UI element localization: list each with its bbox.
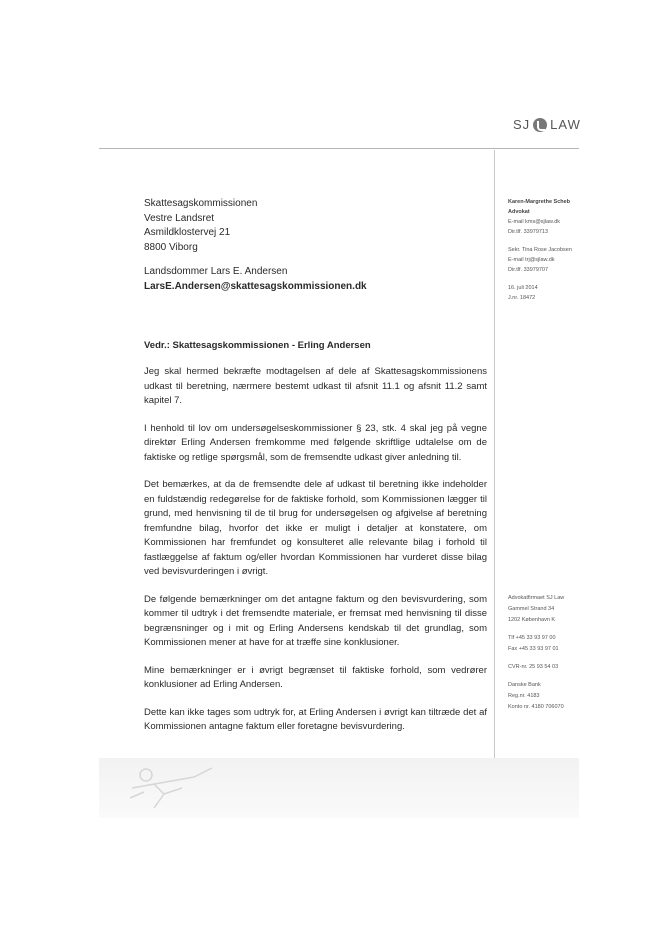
firm-info <box>508 593 588 713</box>
body-paragraph: I henhold til lov om undersøgelseskommissioner § 23, stk. 4 skal jeg på vegne direktør Erling Andersen fremkomme med følgende skriftlige udtalelse om de faktiske og retlige spørgsmål, som de fremsendte udkast giver anledning til. <box>144 422 487 463</box>
letter-date: 16. juli 2014 <box>508 285 538 291</box>
recipient-address <box>144 197 257 255</box>
sjlaw-logo <box>513 117 581 132</box>
firm-city: 1202 København K <box>508 617 556 623</box>
address-line: Asmildklostervej 21 <box>144 227 231 238</box>
recipient-email: LarsE.Andersen@skattesagskommissionen.dk <box>144 280 367 292</box>
sender-direct-phone: Dir.tlf. 33979713 <box>508 229 549 235</box>
bank-reg: Reg.nr. 4183 <box>508 693 540 699</box>
sidebar-divider <box>494 150 495 810</box>
body-paragraph: Jeg skal hermed bekræfte modtagelsen af dele af Skattesagskommissionens udkast til beretning, nærmere bestemt udkast til afsnit 11.1 og afsnit 11.2 samt kapitel 7. <box>144 366 487 406</box>
body-paragraph: De følgende bemærkninger om det antagne faktum og den bevisvurdering, som kommer til udtryk i det fremsendte materiale, er fremsat med henvisning til disse begrænsninger og i mit og Erling Andersens kendskab til det grundlag, som Kommissionen mener at have for at træffe sine konklusioner. <box>144 593 487 648</box>
firm-cvr: CVR-nr. 25 93 54 03 <box>508 664 559 670</box>
letter-body <box>144 365 487 748</box>
sender-title: Advokat <box>508 209 530 215</box>
firm-street: Gammel Strand 34 <box>508 606 555 612</box>
address-line: Skattesagskommissionen <box>144 198 258 209</box>
recipient-name: Landsdommer Lars E. Andersen <box>144 266 288 277</box>
address-line: Vestre Landsret <box>144 212 215 224</box>
header-divider <box>99 148 579 149</box>
address-line: 8800 Viborg <box>144 241 198 253</box>
firm-phone: Tlf +45 33 93 97 00 <box>508 635 556 641</box>
bank-name: Danske Bank <box>508 682 541 688</box>
body-paragraph: Mine bemærkninger er i øvrigt begrænset til faktiske forhold, som vedrører konklusioner ad Erling Andersen. <box>144 664 487 690</box>
logo-mark-icon <box>533 118 547 132</box>
firm-fax: Fax +45 33 93 97 01 <box>508 646 559 652</box>
firm-name: Advokatfirmaet SJ Law <box>508 595 565 601</box>
body-paragraph: Dette kan ikke tages som udtryk for, at Erling Andersen i øvrigt kan tiltræde det af Kommissionen antagne faktum eller foretagne bevisvurdering. <box>144 706 487 732</box>
recipient-person <box>144 265 367 294</box>
secretary-name: Sekr. Tina Rose Jacobsen <box>508 247 572 253</box>
bank-account: Konto nr. 4180 706070 <box>508 704 564 710</box>
watermark-figure-icon <box>124 762 234 812</box>
logo-text-left: SJ <box>513 117 531 132</box>
logo-text-right: LAW <box>550 117 581 132</box>
sender-name: Karen-Margrethe Scheb <box>508 199 571 205</box>
secretary-direct-phone: Dir.tlf. 33979707 <box>508 267 549 273</box>
sender-info <box>508 197 588 303</box>
letter-subject: Vedr.: Skattesagskommissionen - Erling Andersen <box>144 340 371 351</box>
body-paragraph: Det bemærkes, at da de fremsendte dele af udkast til beretning ikke indeholder en fuldstændig redegørelse for de faktiske forhold, som Kommissionen lægger til grund, med henvisning til de til brug for undersøgelsen og afgivelse af beretning fremfundne bilag, hvorfor det ikke er muligt i detaljer at konstatere, om Kommissionen har fremfundet og konsulteret alle relevante bilag i forhold til fastlæggelse af faktum og/eller hvordan Kommissionen har vurderet disse bilag ved bevisvurderingen i øvrigt. <box>144 479 487 577</box>
sender-email: E-mail kms@sjlaw.dk <box>508 219 561 225</box>
secretary-email: E-mail trj@sjlaw.dk <box>508 257 555 263</box>
journal-number: J.nr. 18472 <box>508 295 536 301</box>
